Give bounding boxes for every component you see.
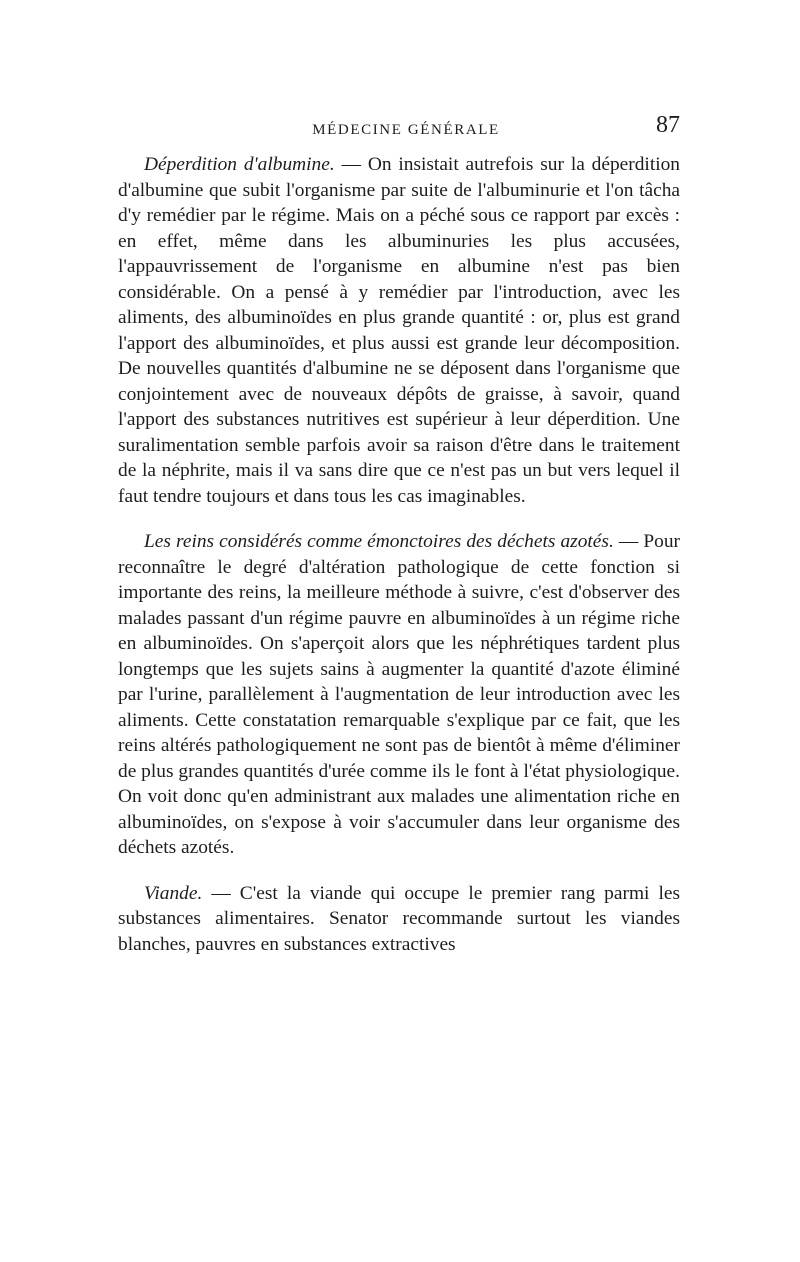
paragraph-body: — C'est la viande qui occupe le premier rang parmi les substances alimentaires. Senator recommande surtout les viandes blanches, pauvres en substances extractives	[118, 882, 680, 955]
paragraph-viande	[118, 881, 680, 958]
paragraph-body: — On insistait autrefois sur la déperdition d'albumine que subit l'organisme par suite de l'albuminurie et l'on tâcha d'y remédier par le régime. Mais on a péché sous ce rapport par excès : en effet, même dans les albuminuries les plus accusées, l'appauvrissement de l'organisme en albumine n'est pas bien considérable. On a pensé à y remédier par l'introduction, avec les aliments, des albuminoïdes en plus grande quantité : or, plus est grand l'apport des albuminoïdes, et plus aussi est grande leur décomposition. De nouvelles quantités d'albumine ne se déposent dans l'organisme que conjointement avec de nouveaux dépôts de graisse, à savoir, quand l'apport des substances nutritives est supérieur à leur déperdition. Une suralimentation semble parfois avoir sa raison d'être dans le traitement de la néphrite, mais il va sans dire que ce n'est pas un but vers lequel il faut tendre toujours et dans tous les cas imaginables.	[118, 154, 680, 507]
paragraph-heading: Déperdition d'albumine.	[144, 154, 335, 175]
paragraph-heading: Viande.	[144, 882, 203, 904]
paragraph-deperdition	[118, 152, 680, 509]
paragraph-reins	[118, 529, 680, 861]
paragraph-body: — Pour reconnaître le degré d'altération pathologique de cette fonction si importante des reins, la meilleure méthode à suivre, c'est d'observer des malades passant d'un régime pauvre en albuminoïdes à un régime riche en albuminoïdes. On s'aperçoit alors que les néphrétiques tardent plus longtemps que les sujets sains à augmenter la quantité d'azote éliminé par l'urine, parallèlement à l'augmentation de leur introduction avec les aliments. Cette constatation remarquable s'explique par ce fait, que les reins altérés pathologiquement ne sont pas de bientôt à même d'éliminer de plus grandes quantités d'urée comme ils le font à l'état physiologique. On voit donc qu'en administrant aux malades une alimentation riche en albuminoïdes, on s'expose à voir s'accumuler dans leur organisme des déchets azotés.	[118, 531, 681, 858]
book-page	[118, 108, 680, 957]
page-number: 87	[656, 112, 680, 138]
paragraph-heading: Les reins considérés comme émonctoires des déchets azotés.	[144, 531, 614, 552]
running-head	[118, 108, 680, 148]
running-title: MÉDECINE GÉNÉRALE	[312, 122, 500, 138]
